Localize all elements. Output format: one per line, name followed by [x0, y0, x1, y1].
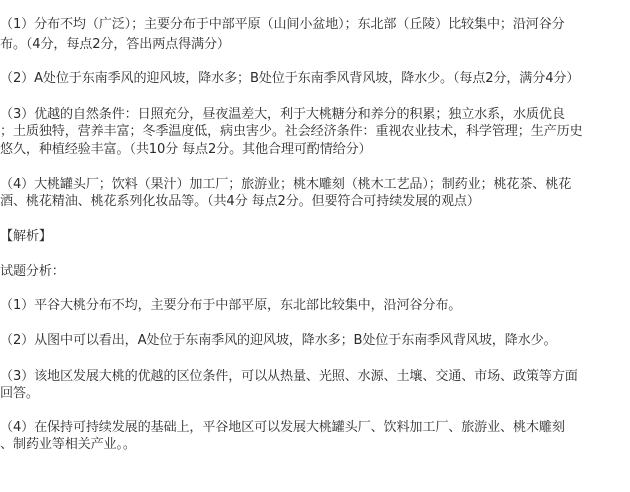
analysis-2-line-1: （2）从图中可以看出，A处位于东南季风的迎风坡，降水多；B处位于东南季风背风坡，降水少。 [0, 333, 557, 348]
answer-4-line-2: 酒、桃花精油、桃花系列化妆品等。（共4分 每点2分。但要符合可持续发展的观点） [0, 194, 480, 209]
analysis-4-line-1: （4）在保持可持续发展的基础上，平谷地区可以发展大桃罐头厂、饮料加工厂、旅游业、桃木雕刻 [0, 420, 565, 435]
answer-3-line-2: ；土质独特，营养丰富；冬季温度低，病虫害少。社会经济条件：重视农业技术，科学管理；生产历史 [0, 124, 583, 139]
analysis-1-line-1: （1）平谷大桃分布不均，主要分布于中部平原，东北部比较集中，沿河谷分布。 [0, 298, 462, 313]
analysis-3-line-1: （3）该地区发展大桃的优越的区位条件，可以从热量、光照、水源、土壤、交通、市场、政策等方面 [0, 369, 578, 384]
analysis-3-line-2: 回答。 [0, 386, 39, 401]
analysis-heading: 【解析】 [0, 229, 52, 244]
answer-1-line-1: （1）分布不均（广泛）；主要分布于中部平原（山间小盆地）；东北部（丘陵）比较集中；沿河谷分 [0, 17, 565, 32]
answer-1-line-2: 布。（4分，每点2分，答出两点得满分） [0, 37, 230, 52]
answer-4-line-1: （4）大桃罐头厂；饮料（果汁）加工厂；旅游业；桃木雕刻（桃木工艺品）；制药业；桃花茶、桃花 [0, 177, 572, 192]
answer-2-line-1: （2）A处位于东南季风的迎风坡，降水多；B处位于东南季风背风坡，降水少。（每点2分，满分4分） [0, 71, 580, 86]
analysis-intro: 试题分析： [0, 264, 65, 279]
analysis-4-line-2: 、制药业等相关产业。。 [0, 437, 136, 452]
answer-3-line-1: （3）优越的自然条件：日照充分，昼夜温差大，利于大桃糖分和养分的积累；独立水系，水质优良 [0, 107, 565, 122]
answer-3-line-3: 悠久，种植经验丰富。（共10分 每点2分。其他合理可酌情给分） [0, 142, 372, 157]
